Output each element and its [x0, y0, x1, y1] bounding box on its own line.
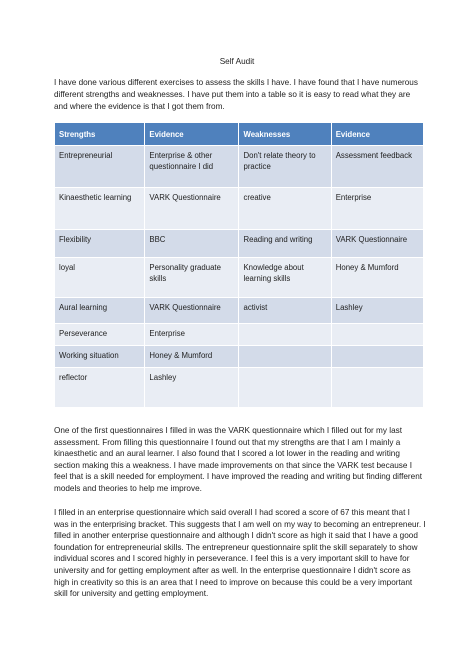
table-cell: loyal — [55, 258, 145, 298]
table-row — [55, 324, 424, 346]
table-row — [55, 298, 424, 324]
table-row — [55, 230, 424, 258]
table-cell: Enterprise & other questionnaire I did — [145, 146, 239, 188]
table-row — [55, 258, 424, 298]
table-cell — [239, 324, 331, 346]
table-row — [55, 346, 424, 368]
table-cell: Working situation — [55, 346, 145, 368]
table-cell: Personality graduate skills — [145, 258, 239, 298]
table-cell: Enterprise — [145, 324, 239, 346]
table-cell: Assessment feedback — [331, 146, 423, 188]
table-cell — [239, 368, 331, 408]
body-paragraph-vark: One of the first questionnaires I filled in was the VARK questionnaire which I filled out for my last assessment. From filling this questionnaire I found out that my strengths are that I am I mainly a kinaesthetic and an aural learner. I also found that I scored a lot lower in the reading and writing section making this a weakness. I have made improvements on that since the VARK test because I feel that is a skill needed for employment. I have improved the reading and writing but finding different models and theories to help me improve. — [54, 426, 423, 493]
table-row — [55, 368, 424, 408]
table-cell: activist — [239, 298, 331, 324]
self-audit-table — [54, 122, 424, 408]
header-evidence: Evidence — [331, 123, 423, 146]
table-cell: Honey & Mumford — [145, 346, 239, 368]
table-cell: VARK Questionnaire — [145, 298, 239, 324]
table-cell — [331, 368, 423, 408]
table-cell: creative — [239, 188, 331, 230]
table-cell: reflector — [55, 368, 145, 408]
table-cell: VARK Questionnaire — [331, 230, 423, 258]
table-cell: Honey & Mumford — [331, 258, 423, 298]
intro-paragraph: I have done various different exercises to assess the skills I have. I have found that I have numerous different strengths and weaknesses. I have put them into a table so it is easy to read what they are and where the evidence is that I got them from. — [54, 78, 418, 111]
table-cell: Entrepreneurial — [55, 146, 145, 188]
table-cell: BBC — [145, 230, 239, 258]
header-evidence: Evidence — [145, 123, 239, 146]
table-cell: Kinaesthetic learning — [55, 188, 145, 230]
table-cell: Reading and writing — [239, 230, 331, 258]
table-cell — [331, 346, 423, 368]
table-cell: Don't relate theory to practice — [239, 146, 331, 188]
table-cell: Lashley — [331, 298, 423, 324]
table-cell — [239, 346, 331, 368]
page-title: Self Audit — [219, 57, 255, 66]
table-header-row — [55, 123, 424, 146]
header-weaknesses: Weaknesses — [239, 123, 331, 146]
table-row — [55, 146, 424, 188]
table-cell: Knowledge about learning skills — [239, 258, 331, 298]
table-row — [55, 188, 424, 230]
body-paragraph-enterprise: I filled in an enterprise questionnaire which said overall I had scored a score of 67 this meant that I was in the enterprising bracket. This suggests that I am well on my way to becoming an entrepreneur. I filled in another enterprise questionnaire and although I didn't score as high it said that I have a good foundation for entrepreneurial skills. The entrepreneur questionnaire split the skill separately to show individual scores and I scored highly in perseverance. I feel this is a very important skill to have for university and for getting employment after as well. In the enterprise questionnaire I didn't score as high in creativity so this is an area that I need to improve on because this could be a very important skill for university and getting employment. — [54, 508, 426, 599]
table-cell: Flexibility — [55, 230, 145, 258]
header-strengths: Strengths — [55, 123, 145, 146]
table-cell: VARK Questionnaire — [145, 188, 239, 230]
table-cell — [331, 324, 423, 346]
table-cell: Enterprise — [331, 188, 423, 230]
table-cell: Aural learning — [55, 298, 145, 324]
table-cell: Lashley — [145, 368, 239, 408]
table-cell: Perseverance — [55, 324, 145, 346]
